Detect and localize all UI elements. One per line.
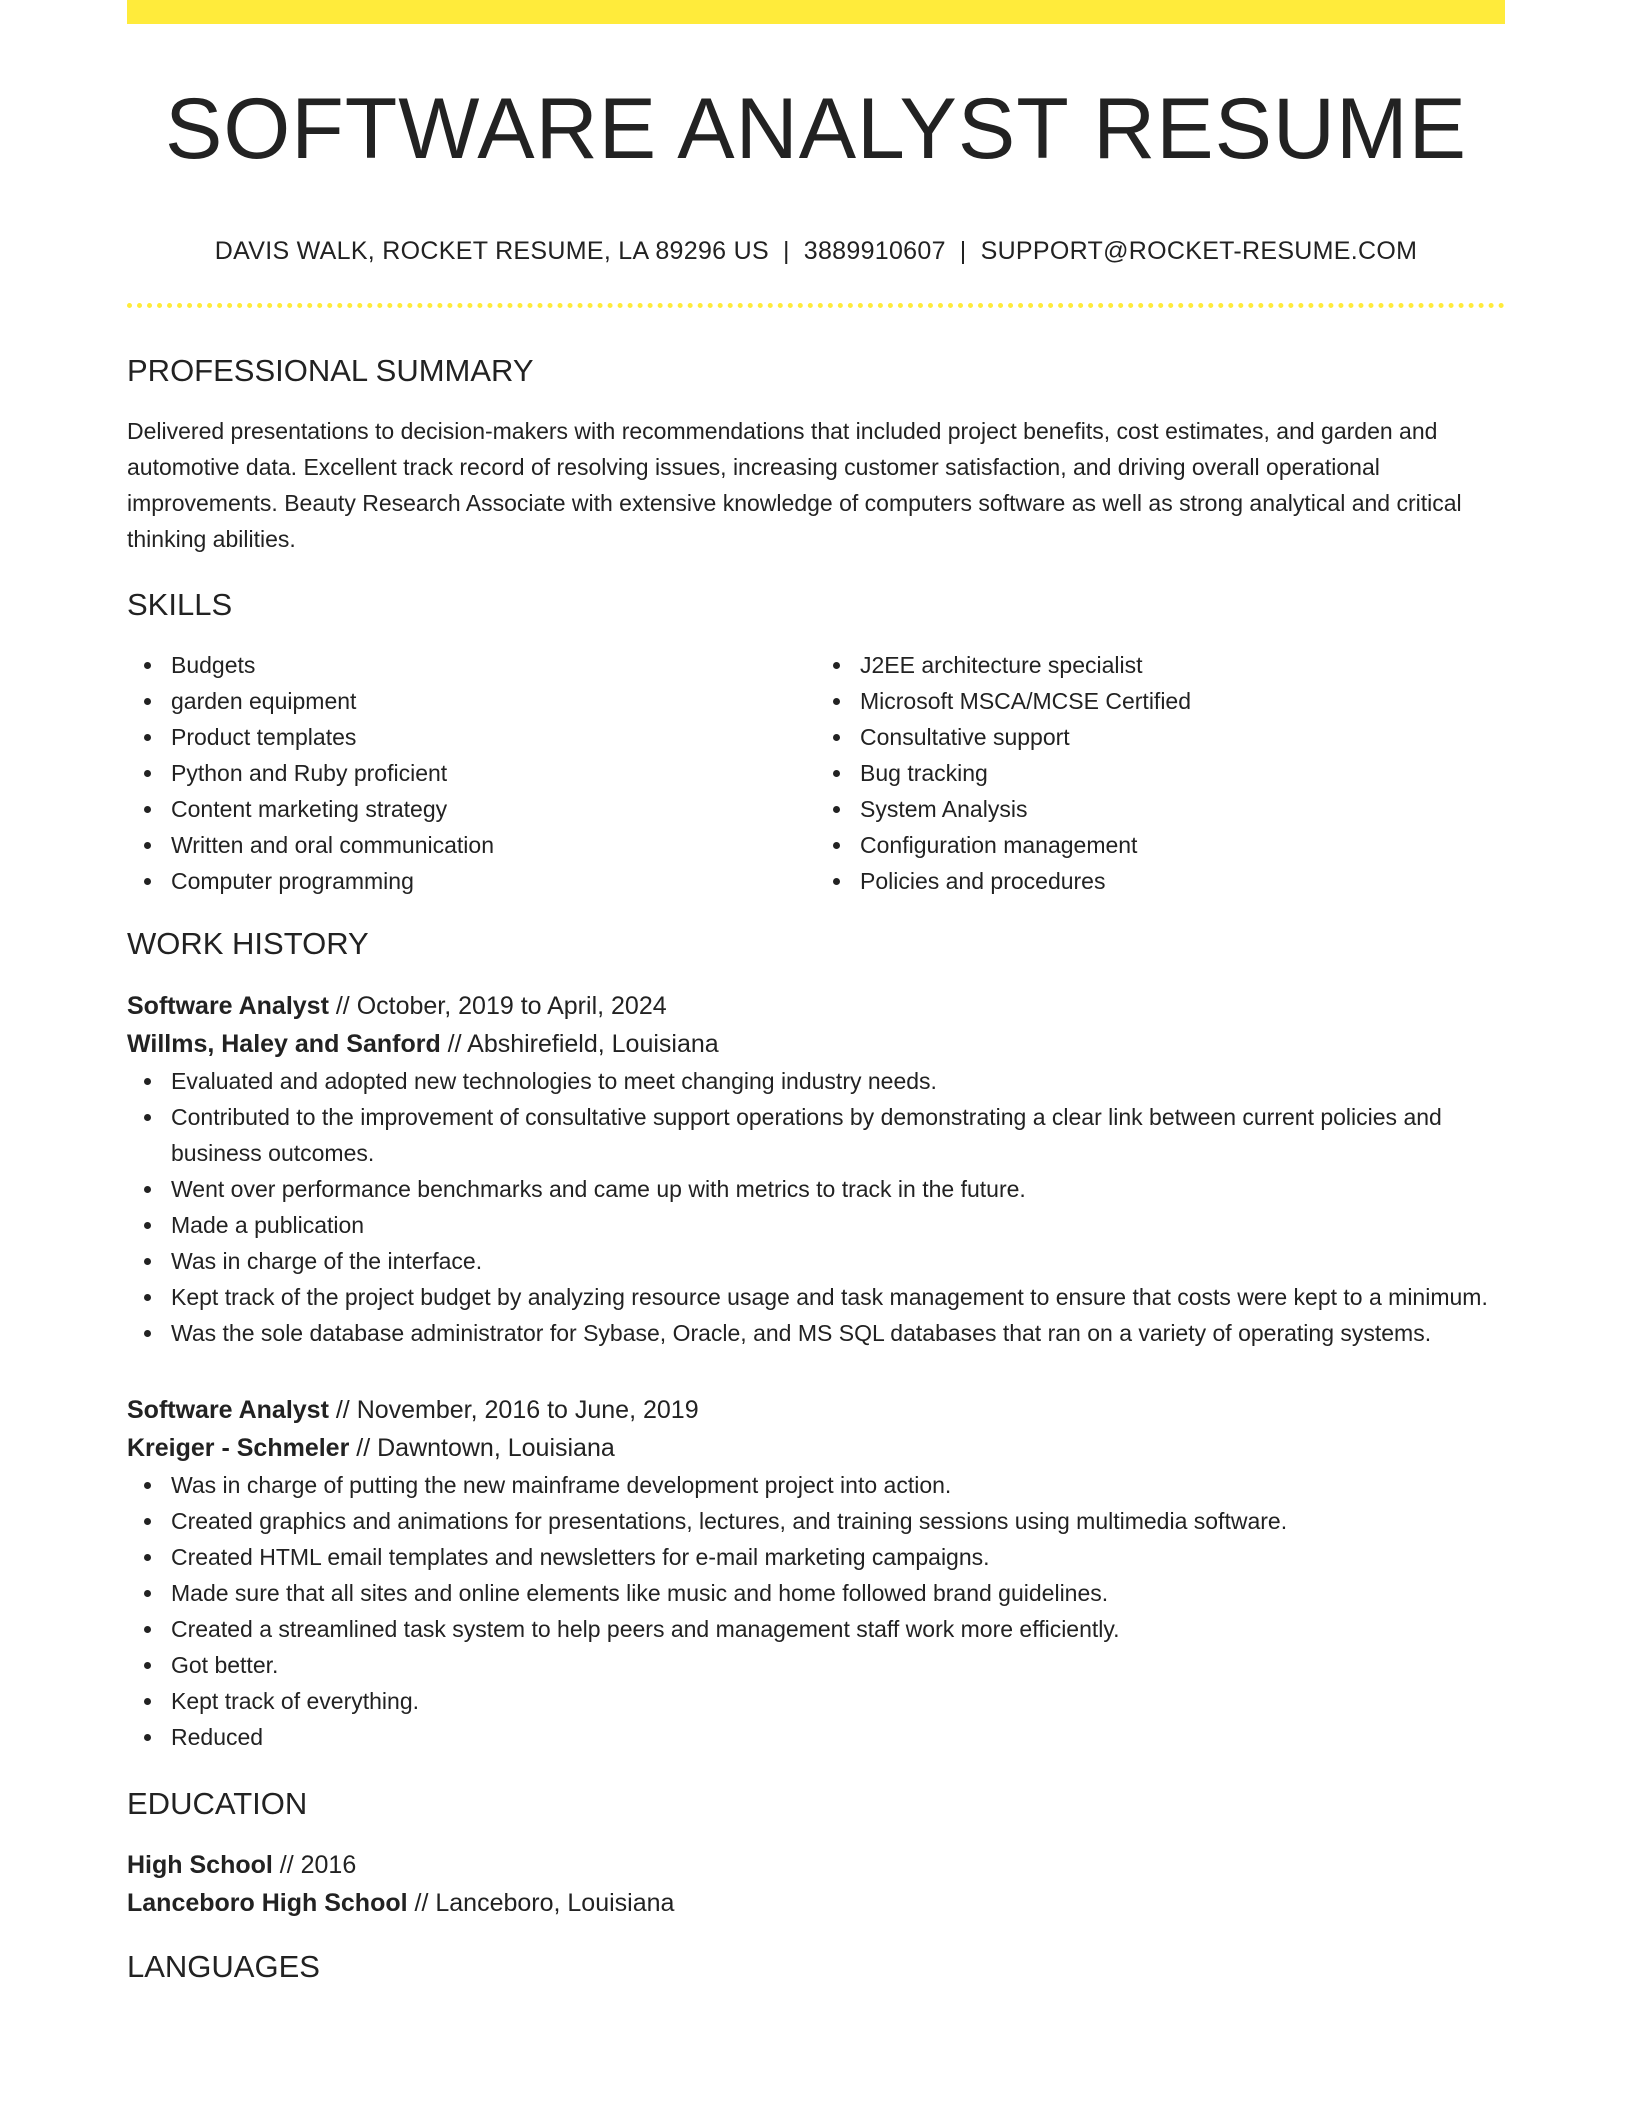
skills-heading: SKILLS [127, 587, 233, 623]
skill-item: Consultative support [816, 719, 1505, 755]
job-location: // Abshirefield, Louisiana [440, 1029, 719, 1058]
education-location: // Lanceboro, Louisiana [407, 1888, 675, 1917]
job-bullet: Got better. [127, 1647, 1505, 1683]
job-bullet: Created graphics and animations for presentations, lectures, and training sessions using multimedia software. [127, 1503, 1505, 1539]
skill-item: Configuration management [816, 827, 1505, 863]
job-bullet: Reduced [127, 1719, 1505, 1755]
education-degree-line [127, 1846, 1505, 1884]
skill-item: Bug tracking [816, 755, 1505, 791]
job-location: // Dawntown, Louisiana [349, 1433, 615, 1462]
job-bullet: Kept track of everything. [127, 1683, 1505, 1719]
job-bullet-list [127, 1063, 1505, 1351]
skill-item: Written and oral communication [127, 827, 816, 863]
skill-item: garden equipment [127, 683, 816, 719]
job-bullet: Went over performance benchmarks and came up with metrics to track in the future. [127, 1171, 1505, 1207]
skill-item: Budgets [127, 647, 816, 683]
skill-item: J2EE architecture specialist [816, 647, 1505, 683]
job-bullet: Made sure that all sites and online elements like music and home followed brand guidelines. [127, 1575, 1505, 1611]
job-bullet: Was in charge of the interface. [127, 1243, 1505, 1279]
contact-separator: | [782, 237, 790, 265]
summary-text: Delivered presentations to decision-makers with recommendations that included project benefits, cost estimates, and garden and automotive data. Excellent track record of resolving issues, increasing customer satisfaction, and driving overall operational improvements. Beauty Research Associate with extensive knowledge of computers software as well as strong analytical and critical thinking abilities. [127, 418, 1462, 553]
education-year: // 2016 [272, 1850, 357, 1879]
job-company-line [127, 1429, 1505, 1467]
job-bullet: Kept track of the project budget by analyzing resource usage and task management to ensure that costs were kept to a minimum. [127, 1279, 1505, 1315]
skill-item: Python and Ruby proficient [127, 755, 816, 791]
job-entry [127, 1391, 1505, 1755]
skills-column-left [127, 647, 816, 899]
education-school-line [127, 1884, 1505, 1922]
work-history-heading: WORK HISTORY [127, 926, 369, 962]
resume-page [127, 0, 1505, 1985]
job-company: Willms, Haley and Sanford [127, 1029, 441, 1058]
education-heading: EDUCATION [127, 1785, 308, 1821]
job-company-line [127, 1025, 1505, 1063]
job-company: Kreiger - Schmeler [127, 1433, 350, 1462]
skill-item: Product templates [127, 719, 816, 755]
job-bullet-list [127, 1467, 1505, 1755]
education-degree: High School [127, 1850, 273, 1879]
job-entry [127, 987, 1505, 1351]
contact-phone: 3889910607 [803, 237, 946, 265]
skill-item: Microsoft MSCA/MCSE Certified [816, 683, 1505, 719]
job-bullet: Made a publication [127, 1207, 1505, 1243]
resume-title: SOFTWARE ANALYST RESUME [164, 81, 1468, 177]
education-school: Lanceboro High School [127, 1888, 408, 1917]
skill-item: Content marketing strategy [127, 791, 816, 827]
job-dates: // October, 2019 to April, 2024 [328, 991, 667, 1020]
contact-line [127, 236, 1505, 266]
skill-item: System Analysis [816, 791, 1505, 827]
skill-item: Computer programming [127, 863, 816, 899]
skill-item: Policies and procedures [816, 863, 1505, 899]
job-dates: // November, 2016 to June, 2019 [328, 1395, 699, 1424]
contact-separator: | [959, 237, 967, 265]
languages-heading: LANGUAGES [127, 1948, 320, 1984]
job-title: Software Analyst [127, 991, 329, 1020]
job-bullet: Contributed to the improvement of consultative support operations by demonstrating a clear link between current policies and business outcomes. [127, 1099, 1505, 1171]
job-bullet: Created a streamlined task system to help peers and management staff work more efficiently. [127, 1611, 1505, 1647]
job-bullet: Was the sole database administrator for Sybase, Oracle, and MS SQL databases that ran on a variety of operating systems. [127, 1315, 1505, 1351]
contact-address: DAVIS WALK, ROCKET RESUME, LA 89296 US [214, 237, 769, 265]
contact-email[interactable]: SUPPORT@ROCKET-RESUME.COM [980, 237, 1418, 265]
job-title-line [127, 987, 1505, 1025]
job-title: Software Analyst [127, 1395, 329, 1424]
summary-heading: PROFESSIONAL SUMMARY [127, 353, 534, 388]
job-bullet: Evaluated and adopted new technologies to meet changing industry needs. [127, 1063, 1505, 1099]
job-bullet: Was in charge of putting the new mainframe development project into action. [127, 1467, 1505, 1503]
skills-grid [127, 647, 1505, 899]
job-title-line [127, 1391, 1505, 1429]
top-accent-bar [127, 0, 1505, 24]
job-bullet: Created HTML email templates and newsletters for e-mail marketing campaigns. [127, 1539, 1505, 1575]
skills-column-right [816, 647, 1505, 899]
dotted-divider [127, 303, 1505, 308]
education-entry [127, 1846, 1505, 1922]
